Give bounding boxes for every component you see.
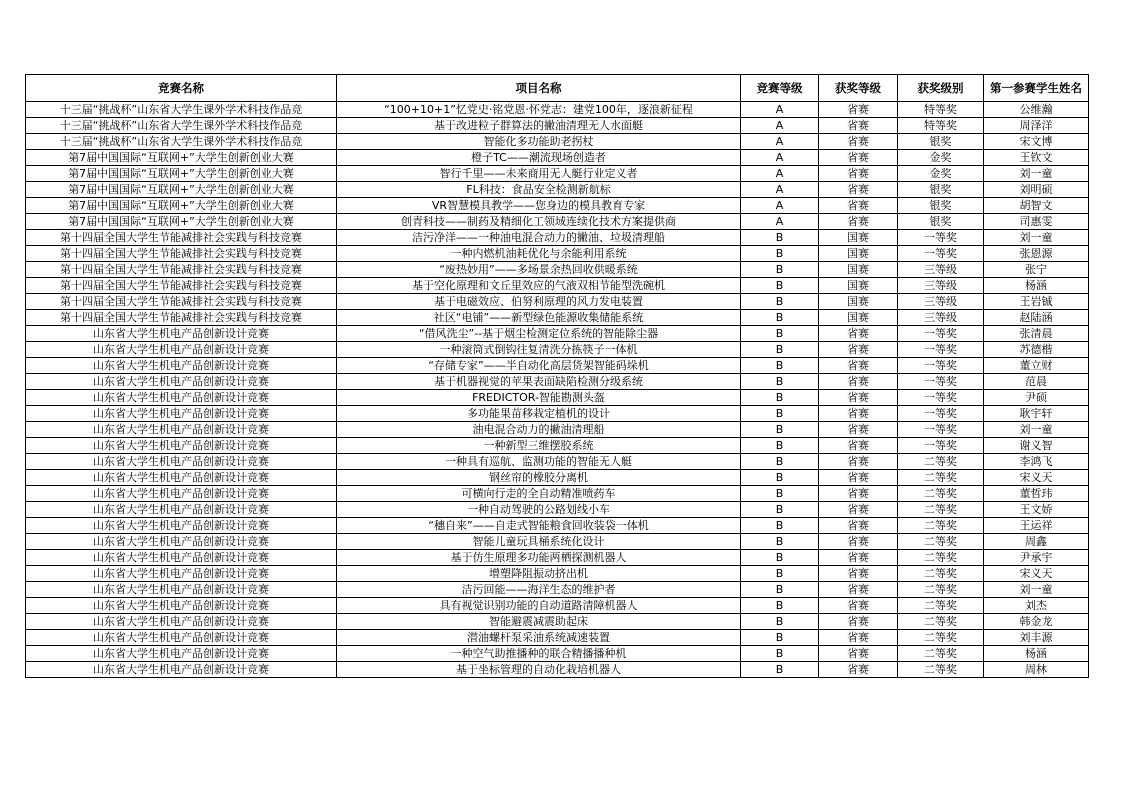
cell-award-tier: 省赛: [819, 534, 898, 550]
cell-competition-level: B: [741, 534, 819, 550]
cell-project-name: 钢丝帘的橡胶分离机: [337, 470, 741, 486]
cell-first-student: 宋义天: [984, 566, 1089, 582]
cell-competition-level: B: [741, 662, 819, 678]
cell-competition-level: B: [741, 342, 819, 358]
table-row: [26, 342, 1089, 358]
table-header-row: [26, 75, 1089, 102]
table-row: [26, 358, 1089, 374]
cell-competition-level: B: [741, 246, 819, 262]
cell-competition-level: B: [741, 278, 819, 294]
cell-first-student: 张清晨: [984, 326, 1089, 342]
cell-competition-level: B: [741, 630, 819, 646]
cell-award-tier: 省赛: [819, 406, 898, 422]
cell-award-tier: 国赛: [819, 230, 898, 246]
cell-competition-name: 第十四届全国大学生节能减排社会实践与科技竞赛: [26, 310, 337, 326]
cell-award-tier: 省赛: [819, 438, 898, 454]
cell-award-tier: 省赛: [819, 422, 898, 438]
cell-project-name: VR智慧模具教学——您身边的模具教育专家: [337, 198, 741, 214]
cell-award-tier: 省赛: [819, 326, 898, 342]
cell-award-grade: 二等奖: [898, 534, 984, 550]
cell-award-tier: 省赛: [819, 502, 898, 518]
cell-project-name: 多功能果苗移栽定植机的设计: [337, 406, 741, 422]
table-row: [26, 454, 1089, 470]
cell-project-name: “借风洗尘”--基于烟尘检测定位系统的智能除尘器: [337, 326, 741, 342]
cell-first-student: 张恩源: [984, 246, 1089, 262]
cell-competition-level: A: [741, 166, 819, 182]
cell-award-tier: 省赛: [819, 630, 898, 646]
cell-award-grade: 二等奖: [898, 550, 984, 566]
cell-award-grade: 二等奖: [898, 614, 984, 630]
cell-competition-level: B: [741, 230, 819, 246]
cell-competition-name: 山东省大学生机电产品创新设计竞赛: [26, 454, 337, 470]
cell-first-student: 杨涵: [984, 646, 1089, 662]
cell-first-student: 谢义智: [984, 438, 1089, 454]
cell-first-student: 王钦文: [984, 150, 1089, 166]
cell-award-tier: 省赛: [819, 166, 898, 182]
cell-first-student: 刘一童: [984, 230, 1089, 246]
cell-award-grade: 银奖: [898, 134, 984, 150]
cell-award-tier: 国赛: [819, 246, 898, 262]
cell-award-grade: 二等奖: [898, 646, 984, 662]
cell-award-grade: 一等奖: [898, 390, 984, 406]
cell-competition-level: B: [741, 550, 819, 566]
cell-competition-level: B: [741, 614, 819, 630]
cell-project-name: 潜油螺杆泵采油系统减速装置: [337, 630, 741, 646]
cell-competition-name: 山东省大学生机电产品创新设计竞赛: [26, 582, 337, 598]
cell-project-name: 增塑降阻振动挤出机: [337, 566, 741, 582]
cell-project-name: FREDICTOR-智能勘测头盔: [337, 390, 741, 406]
cell-competition-level: B: [741, 358, 819, 374]
table-row: [26, 662, 1089, 678]
cell-competition-level: B: [741, 326, 819, 342]
cell-project-name: 洁污回能——海洋生态的维护者: [337, 582, 741, 598]
cell-award-tier: 省赛: [819, 374, 898, 390]
cell-competition-name: 第7届中国国际“互联网+”大学生创新创业大赛: [26, 150, 337, 166]
cell-competition-level: B: [741, 406, 819, 422]
table-row: [26, 566, 1089, 582]
cell-competition-name: 山东省大学生机电产品创新设计竞赛: [26, 470, 337, 486]
cell-award-grade: 一等奖: [898, 230, 984, 246]
table-row: [26, 102, 1089, 118]
cell-project-name: 一种具有巡航、监测功能的智能无人艇: [337, 454, 741, 470]
cell-award-grade: 二等奖: [898, 662, 984, 678]
cell-competition-name: 山东省大学生机电产品创新设计竞赛: [26, 662, 337, 678]
cell-first-student: 司惠雯: [984, 214, 1089, 230]
cell-award-tier: 省赛: [819, 550, 898, 566]
cell-project-name: 基于改进粒子群算法的撇油清理无人水面艇: [337, 118, 741, 134]
cell-project-name: 智行千里——未来商用无人艇行业定义者: [337, 166, 741, 182]
cell-project-name: 一种空气助推播种的联合精播播种机: [337, 646, 741, 662]
cell-award-grade: 一等奖: [898, 246, 984, 262]
cell-competition-name: 山东省大学生机电产品创新设计竞赛: [26, 342, 337, 358]
cell-award-grade: 特等奖: [898, 118, 984, 134]
header-project-name: 项目名称: [337, 75, 741, 102]
cell-competition-name: 十三届“挑战杯”山东省大学生课外学术科技作品竞: [26, 134, 337, 150]
cell-competition-level: B: [741, 646, 819, 662]
cell-award-tier: 省赛: [819, 118, 898, 134]
cell-competition-level: B: [741, 566, 819, 582]
cell-project-name: 一种新型三维摆胶系统: [337, 438, 741, 454]
cell-first-student: 胡智文: [984, 198, 1089, 214]
cell-competition-name: 第7届中国国际“互联网+”大学生创新创业大赛: [26, 214, 337, 230]
cell-award-tier: 省赛: [819, 390, 898, 406]
cell-competition-level: B: [741, 518, 819, 534]
cell-award-tier: 省赛: [819, 342, 898, 358]
cell-award-tier: 省赛: [819, 582, 898, 598]
table-row: [26, 422, 1089, 438]
cell-competition-level: B: [741, 470, 819, 486]
cell-project-name: “穗自来”——自走式智能粮食回收装袋一体机: [337, 518, 741, 534]
cell-first-student: 刘明硕: [984, 182, 1089, 198]
cell-competition-name: 第7届中国国际“互联网+”大学生创新创业大赛: [26, 198, 337, 214]
cell-award-tier: 省赛: [819, 150, 898, 166]
cell-competition-name: 山东省大学生机电产品创新设计竞赛: [26, 486, 337, 502]
table-row: [26, 582, 1089, 598]
cell-award-grade: 特等奖: [898, 102, 984, 118]
cell-award-tier: 国赛: [819, 294, 898, 310]
cell-project-name: “存储专家”——半自动化高层货架智能码垛机: [337, 358, 741, 374]
cell-project-name: 基于坐标管理的自动化栽培机器人: [337, 662, 741, 678]
cell-project-name: “100+10+1”忆党史·铭党恩·怀党志：建党100年，逐浪新征程: [337, 102, 741, 118]
table-row: [26, 134, 1089, 150]
cell-competition-level: B: [741, 310, 819, 326]
cell-award-tier: 省赛: [819, 454, 898, 470]
cell-award-tier: 省赛: [819, 598, 898, 614]
cell-project-name: 基于机器视觉的苹果表面缺陷检测分级系统: [337, 374, 741, 390]
cell-award-tier: 省赛: [819, 214, 898, 230]
table-row: [26, 406, 1089, 422]
cell-award-grade: 一等奖: [898, 406, 984, 422]
cell-project-name: FL科技：食品安全检测新航标: [337, 182, 741, 198]
cell-competition-level: B: [741, 438, 819, 454]
cell-project-name: 智能化多功能助老拐杖: [337, 134, 741, 150]
table-body: [26, 102, 1089, 678]
cell-competition-name: 第7届中国国际“互联网+”大学生创新创业大赛: [26, 166, 337, 182]
table-row: [26, 214, 1089, 230]
cell-competition-name: 第十四届全国大学生节能减排社会实践与科技竞赛: [26, 230, 337, 246]
cell-award-grade: 金奖: [898, 150, 984, 166]
cell-award-grade: 三等级: [898, 262, 984, 278]
cell-competition-level: B: [741, 390, 819, 406]
cell-first-student: 宋义天: [984, 470, 1089, 486]
cell-award-tier: 省赛: [819, 102, 898, 118]
table-row: [26, 630, 1089, 646]
cell-first-student: 董哲玮: [984, 486, 1089, 502]
cell-competition-name: 山东省大学生机电产品创新设计竞赛: [26, 406, 337, 422]
cell-first-student: 王文娇: [984, 502, 1089, 518]
cell-first-student: 周鑫: [984, 534, 1089, 550]
cell-competition-name: 第十四届全国大学生节能减排社会实践与科技竞赛: [26, 262, 337, 278]
table-row: [26, 150, 1089, 166]
cell-first-student: 周泽洋: [984, 118, 1089, 134]
cell-award-tier: 省赛: [819, 358, 898, 374]
cell-first-student: 王岩铖: [984, 294, 1089, 310]
cell-award-grade: 二等奖: [898, 598, 984, 614]
cell-first-student: 董立财: [984, 358, 1089, 374]
cell-competition-name: 山东省大学生机电产品创新设计竞赛: [26, 374, 337, 390]
cell-competition-level: B: [741, 374, 819, 390]
cell-competition-level: A: [741, 118, 819, 134]
cell-project-name: 具有视觉识别功能的自动道路清障机器人: [337, 598, 741, 614]
cell-competition-name: 山东省大学生机电产品创新设计竞赛: [26, 326, 337, 342]
cell-award-grade: 一等奖: [898, 438, 984, 454]
cell-award-tier: 省赛: [819, 470, 898, 486]
cell-competition-name: 山东省大学生机电产品创新设计竞赛: [26, 502, 337, 518]
table-row: [26, 294, 1089, 310]
cell-project-name: 一种内燃机油耗优化与余能利用系统: [337, 246, 741, 262]
header-award-grade: 获奖级别: [898, 75, 984, 102]
cell-award-grade: 一等奖: [898, 326, 984, 342]
cell-first-student: 韩金龙: [984, 614, 1089, 630]
cell-competition-name: 山东省大学生机电产品创新设计竞赛: [26, 422, 337, 438]
header-competition-level: 竞赛等级: [741, 75, 819, 102]
cell-competition-name: 山东省大学生机电产品创新设计竞赛: [26, 358, 337, 374]
table-row: [26, 534, 1089, 550]
cell-award-grade: 三等级: [898, 294, 984, 310]
cell-award-grade: 金奖: [898, 166, 984, 182]
cell-award-tier: 省赛: [819, 518, 898, 534]
table-row: [26, 374, 1089, 390]
cell-project-name: 智能避震减震助起床: [337, 614, 741, 630]
cell-competition-name: 山东省大学生机电产品创新设计竞赛: [26, 390, 337, 406]
awards-sheet: [25, 74, 1088, 678]
table-row: [26, 278, 1089, 294]
cell-competition-name: 第十四届全国大学生节能减排社会实践与科技竞赛: [26, 294, 337, 310]
cell-award-tier: 省赛: [819, 134, 898, 150]
cell-competition-name: 山东省大学生机电产品创新设计竞赛: [26, 630, 337, 646]
cell-first-student: 公维瀚: [984, 102, 1089, 118]
cell-competition-level: B: [741, 294, 819, 310]
table-row: [26, 198, 1089, 214]
cell-competition-name: 第十四届全国大学生节能减排社会实践与科技竞赛: [26, 278, 337, 294]
cell-first-student: 李鸿飞: [984, 454, 1089, 470]
cell-project-name: 基于仿生原理多功能两栖探测机器人: [337, 550, 741, 566]
header-award-tier: 获奖等级: [819, 75, 898, 102]
table-row: [26, 486, 1089, 502]
cell-competition-name: 十三届“挑战杯”山东省大学生课外学术科技作品竞: [26, 102, 337, 118]
cell-competition-level: B: [741, 262, 819, 278]
cell-competition-level: B: [741, 454, 819, 470]
cell-first-student: 刘一童: [984, 422, 1089, 438]
cell-award-grade: 银奖: [898, 198, 984, 214]
cell-competition-name: 山东省大学生机电产品创新设计竞赛: [26, 534, 337, 550]
cell-first-student: 王运祥: [984, 518, 1089, 534]
header-competition-name: 竞赛名称: [26, 75, 337, 102]
cell-competition-name: 山东省大学生机电产品创新设计竞赛: [26, 550, 337, 566]
table-row: [26, 390, 1089, 406]
cell-project-name: 油电混合动力的撇油清理船: [337, 422, 741, 438]
table-row: [26, 614, 1089, 630]
cell-award-grade: 二等奖: [898, 566, 984, 582]
table-row: [26, 326, 1089, 342]
cell-competition-name: 第7届中国国际“互联网+”大学生创新创业大赛: [26, 182, 337, 198]
cell-competition-level: A: [741, 198, 819, 214]
table-row: [26, 470, 1089, 486]
table-row: [26, 550, 1089, 566]
cell-project-name: 橙子TC——潮流现场创造者: [337, 150, 741, 166]
cell-first-student: 尹硕: [984, 390, 1089, 406]
cell-first-student: 苏德楷: [984, 342, 1089, 358]
cell-award-grade: 二等奖: [898, 582, 984, 598]
cell-competition-level: B: [741, 502, 819, 518]
awards-table: [25, 74, 1089, 678]
cell-project-name: “废热妙用”——多场景余热回收供暖系统: [337, 262, 741, 278]
cell-award-tier: 国赛: [819, 310, 898, 326]
table-row: [26, 182, 1089, 198]
cell-award-tier: 省赛: [819, 486, 898, 502]
cell-competition-level: A: [741, 214, 819, 230]
cell-award-grade: 二等奖: [898, 454, 984, 470]
cell-award-tier: 省赛: [819, 662, 898, 678]
cell-first-student: 周林: [984, 662, 1089, 678]
cell-award-grade: 三等级: [898, 310, 984, 326]
cell-first-student: 刘丰源: [984, 630, 1089, 646]
cell-first-student: 尹承宇: [984, 550, 1089, 566]
cell-first-student: 耿宇轩: [984, 406, 1089, 422]
cell-first-student: 赵陆涵: [984, 310, 1089, 326]
cell-competition-level: A: [741, 102, 819, 118]
cell-competition-name: 山东省大学生机电产品创新设计竞赛: [26, 614, 337, 630]
table-row: [26, 598, 1089, 614]
cell-award-grade: 银奖: [898, 214, 984, 230]
table-row: [26, 646, 1089, 662]
cell-first-student: 刘杰: [984, 598, 1089, 614]
cell-first-student: 宋文博: [984, 134, 1089, 150]
cell-award-tier: 国赛: [819, 262, 898, 278]
cell-award-tier: 省赛: [819, 566, 898, 582]
cell-award-grade: 一等奖: [898, 374, 984, 390]
cell-project-name: 社区“电铺”——新型绿色能源收集储能系统: [337, 310, 741, 326]
table-row: [26, 262, 1089, 278]
cell-award-grade: 二等奖: [898, 518, 984, 534]
cell-project-name: 一种滚筒式倒钩往复清洗分拣筷子一体机: [337, 342, 741, 358]
cell-award-grade: 一等奖: [898, 342, 984, 358]
cell-competition-name: 山东省大学生机电产品创新设计竞赛: [26, 646, 337, 662]
cell-award-tier: 省赛: [819, 198, 898, 214]
cell-first-student: 刘一童: [984, 582, 1089, 598]
cell-competition-name: 山东省大学生机电产品创新设计竞赛: [26, 438, 337, 454]
table-row: [26, 502, 1089, 518]
cell-award-tier: 国赛: [819, 278, 898, 294]
cell-competition-level: B: [741, 422, 819, 438]
cell-competition-name: 山东省大学生机电产品创新设计竞赛: [26, 598, 337, 614]
cell-award-grade: 三等级: [898, 278, 984, 294]
cell-award-grade: 二等奖: [898, 630, 984, 646]
table-row: [26, 518, 1089, 534]
cell-competition-name: 第十四届全国大学生节能减排社会实践与科技竞赛: [26, 246, 337, 262]
cell-competition-level: A: [741, 182, 819, 198]
table-row: [26, 438, 1089, 454]
cell-project-name: 一种自动驾驶的公路划线小车: [337, 502, 741, 518]
table-row: [26, 310, 1089, 326]
cell-competition-level: B: [741, 582, 819, 598]
cell-project-name: 基于空化原理和文丘里效应的气液双相节能型洗碗机: [337, 278, 741, 294]
cell-award-grade: 一等奖: [898, 358, 984, 374]
cell-competition-level: A: [741, 134, 819, 150]
cell-first-student: 张宁: [984, 262, 1089, 278]
cell-award-grade: 一等奖: [898, 422, 984, 438]
cell-project-name: 基于电磁效应、伯努利原理的风力发电装置: [337, 294, 741, 310]
cell-competition-level: B: [741, 598, 819, 614]
table-row: [26, 230, 1089, 246]
cell-competition-name: 山东省大学生机电产品创新设计竞赛: [26, 566, 337, 582]
cell-first-student: 杨涵: [984, 278, 1089, 294]
cell-award-tier: 省赛: [819, 646, 898, 662]
cell-project-name: 智能儿童玩具桶系统化设计: [337, 534, 741, 550]
cell-award-tier: 省赛: [819, 614, 898, 630]
table-row: [26, 118, 1089, 134]
header-first-student: 第一参赛学生姓名: [984, 75, 1089, 102]
table-row: [26, 166, 1089, 182]
table-row: [26, 246, 1089, 262]
cell-project-name: 创青科技——制药及精细化工领域连续化技术方案提供商: [337, 214, 741, 230]
cell-award-grade: 银奖: [898, 182, 984, 198]
cell-first-student: 范晨: [984, 374, 1089, 390]
cell-competition-name: 山东省大学生机电产品创新设计竞赛: [26, 518, 337, 534]
cell-award-grade: 二等奖: [898, 502, 984, 518]
cell-competition-name: 十三届“挑战杯”山东省大学生课外学术科技作品竞: [26, 118, 337, 134]
cell-award-grade: 二等奖: [898, 486, 984, 502]
cell-project-name: 可横向行走的全自动精准喷药车: [337, 486, 741, 502]
cell-award-grade: 二等奖: [898, 470, 984, 486]
cell-first-student: 刘一童: [984, 166, 1089, 182]
cell-competition-level: A: [741, 150, 819, 166]
cell-competition-level: B: [741, 486, 819, 502]
cell-award-tier: 省赛: [819, 182, 898, 198]
cell-project-name: 洁污净洋——一种油电混合动力的撇油、垃圾清理船: [337, 230, 741, 246]
